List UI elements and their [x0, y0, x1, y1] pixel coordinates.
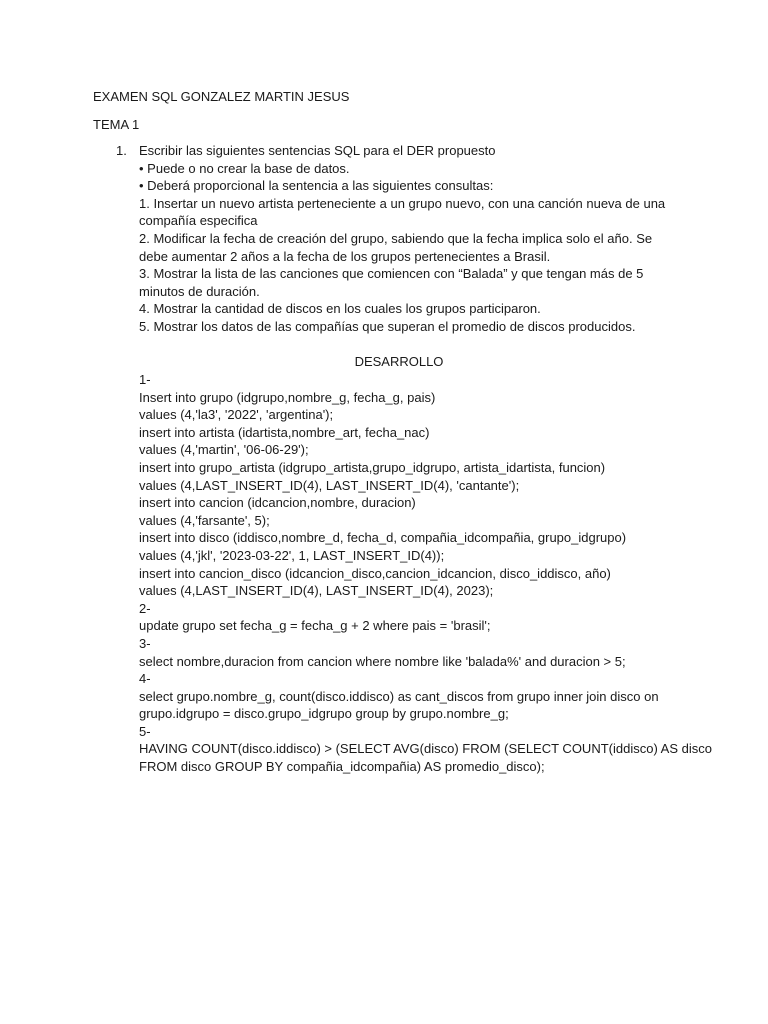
- development-line: FROM disco GROUP BY compañia_idcompañia) AS promedio_disco);: [139, 759, 545, 775]
- section-heading: DESARROLLO: [354, 354, 444, 369]
- development-line: grupo.idgrupo = disco.grupo_idgrupo group by grupo.nombre_g;: [139, 706, 509, 722]
- development-line: 3-: [139, 635, 151, 651]
- question-line: 4. Mostrar la cantidad de discos en los cuales los grupos participaron.: [139, 301, 541, 317]
- development-line: Insert into grupo (idgrupo,nombre_g, fecha_g, pais): [139, 389, 436, 405]
- question-line: • Deberá proporcional la sentencia a las siguientes consultas:: [139, 178, 494, 194]
- question-line: minutos de duración.: [139, 283, 260, 299]
- development-line: select grupo.nombre_g, count(disco.iddisco) as cant_discos from grupo inner join disco on: [139, 688, 659, 704]
- question-line: 2. Modificar la fecha de creación del grupo, sabiendo que la fecha implica solo el año. Se: [139, 230, 653, 246]
- development-line: 5-: [139, 723, 151, 739]
- development-line: select nombre,duracion from cancion where nombre like 'balada%' and duracion > 5;: [139, 653, 626, 669]
- question-line: 5. Mostrar los datos de las compañías que superan el promedio de discos producidos.: [139, 318, 636, 334]
- question-line: 3. Mostrar la lista de las canciones que comiencen con “Balada” y que tengan más de 5: [139, 266, 644, 282]
- development-line: values (4,LAST_INSERT_ID(4), LAST_INSERT_ID(4), 'cantante');: [139, 477, 520, 493]
- question-line: 1. Insertar un nuevo artista perteneciente a un grupo nuevo, con una canción nueva de una: [139, 195, 666, 211]
- development-line: insert into cancion_disco (idcancion_disco,cancion_idcancion, disco_iddisco, año): [139, 565, 611, 581]
- development-line: insert into disco (iddisco,nombre_d, fecha_d, compañia_idcompañia, grupo_idgrupo): [139, 530, 627, 546]
- question-number: 1.: [116, 143, 127, 158]
- question-line: • Puede o no crear la base de datos.: [139, 160, 350, 176]
- development-line: HAVING COUNT(disco.iddisco) > (SELECT AVG(disco) FROM (SELECT COUNT(iddisco) AS disco: [139, 741, 712, 757]
- development-content: [139, 371, 712, 776]
- development-line: 4-: [139, 671, 151, 687]
- development-line: values (4,LAST_INSERT_ID(4), LAST_INSERT_ID(4), 2023);: [139, 583, 494, 599]
- development-line: values (4,'martin', '06-06-29');: [139, 442, 309, 458]
- theme-label: TEMA 1: [93, 117, 140, 132]
- development-line: values (4,'jkl', '2023-03-22', 1, LAST_INSERT_ID(4));: [139, 547, 445, 563]
- document-title: EXAMEN SQL GONZALEZ MARTIN JESUS: [93, 89, 350, 104]
- development-line: values (4,'la3', '2022', 'argentina');: [139, 407, 334, 423]
- development-line: insert into grupo_artista (idgrupo_artista,grupo_idgrupo, artista_idartista, funcion): [139, 459, 606, 475]
- question-line: debe aumentar 2 años a la fecha de los grupos pertenecientes a Brasil.: [139, 248, 551, 264]
- development-line: 1-: [139, 372, 151, 387]
- question-line: Escribir las siguientes sentencias SQL para el DER propuesto: [139, 143, 496, 158]
- question-line: compañía especifica: [139, 213, 258, 229]
- development-line: insert into artista (idartista,nombre_art, fecha_nac): [139, 424, 430, 440]
- development-line: update grupo set fecha_g = fecha_g + 2 where pais = 'brasil';: [139, 618, 491, 634]
- development-line: values (4,'farsante', 5);: [139, 512, 270, 528]
- question-body: [139, 142, 679, 336]
- development-line: insert into cancion (idcancion,nombre, duracion): [139, 495, 416, 511]
- development-line: 2-: [139, 600, 151, 616]
